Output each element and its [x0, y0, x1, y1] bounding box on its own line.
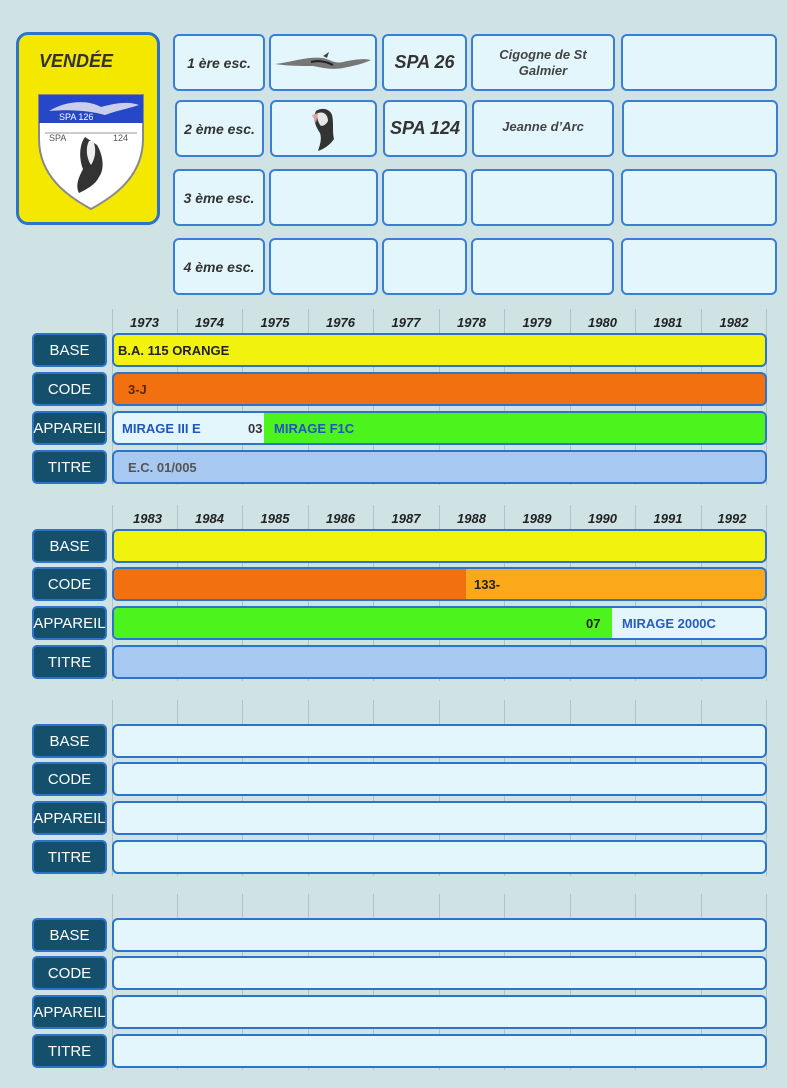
crest-left-label: SPA [49, 133, 67, 143]
base-bar [112, 724, 767, 758]
row-label-titre: TITRE [32, 645, 107, 679]
year-label: 1990 [588, 510, 617, 526]
titre-bar [112, 645, 767, 679]
row-label-code: CODE [32, 567, 107, 601]
row-label-base: BASE [32, 529, 107, 563]
appareil-code: 07 [586, 615, 601, 631]
appareil-bar [112, 801, 767, 835]
nickname-cell [471, 169, 614, 226]
row-label-appareil: APPAREIL [32, 411, 107, 445]
row-label-titre: TITRE [32, 840, 107, 874]
timeline-empty-4 [0, 894, 787, 1074]
nickname-cell [471, 238, 614, 295]
row-label-code: CODE [32, 372, 107, 406]
row-label-base: BASE [32, 333, 107, 367]
year-label: 1987 [391, 510, 421, 526]
esc-label-cell [173, 238, 265, 295]
row-label-base: BASE [32, 918, 107, 952]
appareil-value: MIRAGE F1C [274, 420, 355, 436]
row-label-appareil: APPAREIL [32, 801, 107, 835]
crest-icon [35, 89, 147, 211]
row-label-code: CODE [32, 956, 107, 990]
year-label: 1986 [326, 510, 355, 526]
year-label: 1975 [260, 314, 290, 330]
squadron-badge-card [16, 32, 160, 225]
year-label: 1988 [457, 510, 486, 526]
year-header [112, 507, 767, 529]
empty-cell [621, 238, 777, 295]
code-bar [112, 372, 767, 406]
year-label: 1981 [653, 314, 683, 330]
esc-label: 4 ème esc. [183, 258, 255, 275]
nickname-cell [471, 34, 615, 91]
emblem-cell [269, 169, 378, 226]
crest-top-label: SPA 126 [59, 112, 94, 122]
empty-cell [622, 100, 778, 157]
appareil-bar [112, 411, 767, 445]
row-label-base: BASE [32, 724, 107, 758]
esc-label-cell [173, 169, 265, 226]
year-header [112, 311, 767, 333]
spa-cell [382, 34, 467, 91]
squadron-nickname: Jeanne d’Arc [502, 119, 584, 134]
titre-bar [112, 1034, 767, 1068]
year-label: 1991 [653, 510, 683, 526]
year-label: 1989 [522, 510, 552, 526]
year-label: 1977 [391, 314, 421, 330]
year-label: 1976 [326, 314, 355, 330]
empty-cell [621, 34, 777, 91]
year-label: 1979 [522, 314, 552, 330]
titre-bar [112, 450, 767, 484]
esc-label: 3 ème esc. [183, 189, 255, 206]
squadron-nickname: Cigogne de St Galmier [499, 46, 587, 78]
base-value: B.A. 115 ORANGE [118, 342, 230, 358]
nickname-cell [472, 100, 614, 157]
badge-title: VENDÉE [38, 51, 114, 71]
code-bar [112, 762, 767, 796]
row-label-code: CODE [32, 762, 107, 796]
year-label: 1985 [260, 510, 290, 526]
year-label: 1982 [719, 314, 749, 330]
appareil-bar [112, 995, 767, 1029]
esc-label-cell [173, 34, 265, 91]
code-bar [112, 956, 767, 990]
year-label: 1973 [130, 314, 159, 330]
timeline-1983-1992 [0, 505, 787, 685]
code-value: 133- [474, 576, 501, 592]
row-label-appareil: APPAREIL [32, 995, 107, 1029]
stork-icon [273, 52, 373, 74]
year-label: 1980 [588, 314, 617, 330]
appareil-code: 03 [248, 420, 263, 436]
timeline-empty-3 [0, 700, 787, 880]
spa-cell [382, 169, 467, 226]
crest-right-label: 124 [113, 133, 129, 143]
code-bar [112, 567, 767, 601]
spa-cell [382, 238, 467, 295]
base-bar [112, 529, 767, 563]
row-label-appareil: APPAREIL [32, 606, 107, 640]
spa-number: SPA 26 [394, 52, 455, 72]
timeline-1973-1982 [0, 309, 787, 489]
emblem-cell [269, 34, 377, 91]
appareil-value: MIRAGE 2000C [622, 615, 716, 631]
emblem-cell [269, 238, 378, 295]
appareil-bar [112, 606, 767, 640]
esc-label: 2 ème esc. [184, 120, 255, 137]
base-bar [112, 918, 767, 952]
empty-cell [621, 169, 777, 226]
titre-value: E.C. 01/005 [128, 459, 197, 475]
esc-label: 1 ère esc. [187, 54, 251, 71]
base-bar [112, 333, 767, 367]
code-value: 3-J [128, 381, 147, 397]
row-label-titre: TITRE [32, 450, 107, 484]
year-label: 1992 [717, 510, 747, 526]
esc-label-cell [175, 100, 264, 157]
emblem-cell [270, 100, 377, 157]
year-label: 1983 [133, 510, 162, 526]
row-label-titre: TITRE [32, 1034, 107, 1068]
spa-number: SPA 124 [389, 118, 461, 138]
appareil-value: MIRAGE III E [122, 420, 201, 436]
titre-bar [112, 840, 767, 874]
year-label: 1984 [195, 510, 224, 526]
joan-of-arc-icon [304, 105, 344, 153]
spa-cell [383, 100, 467, 157]
year-label: 1978 [457, 314, 486, 330]
year-label: 1974 [195, 314, 224, 330]
